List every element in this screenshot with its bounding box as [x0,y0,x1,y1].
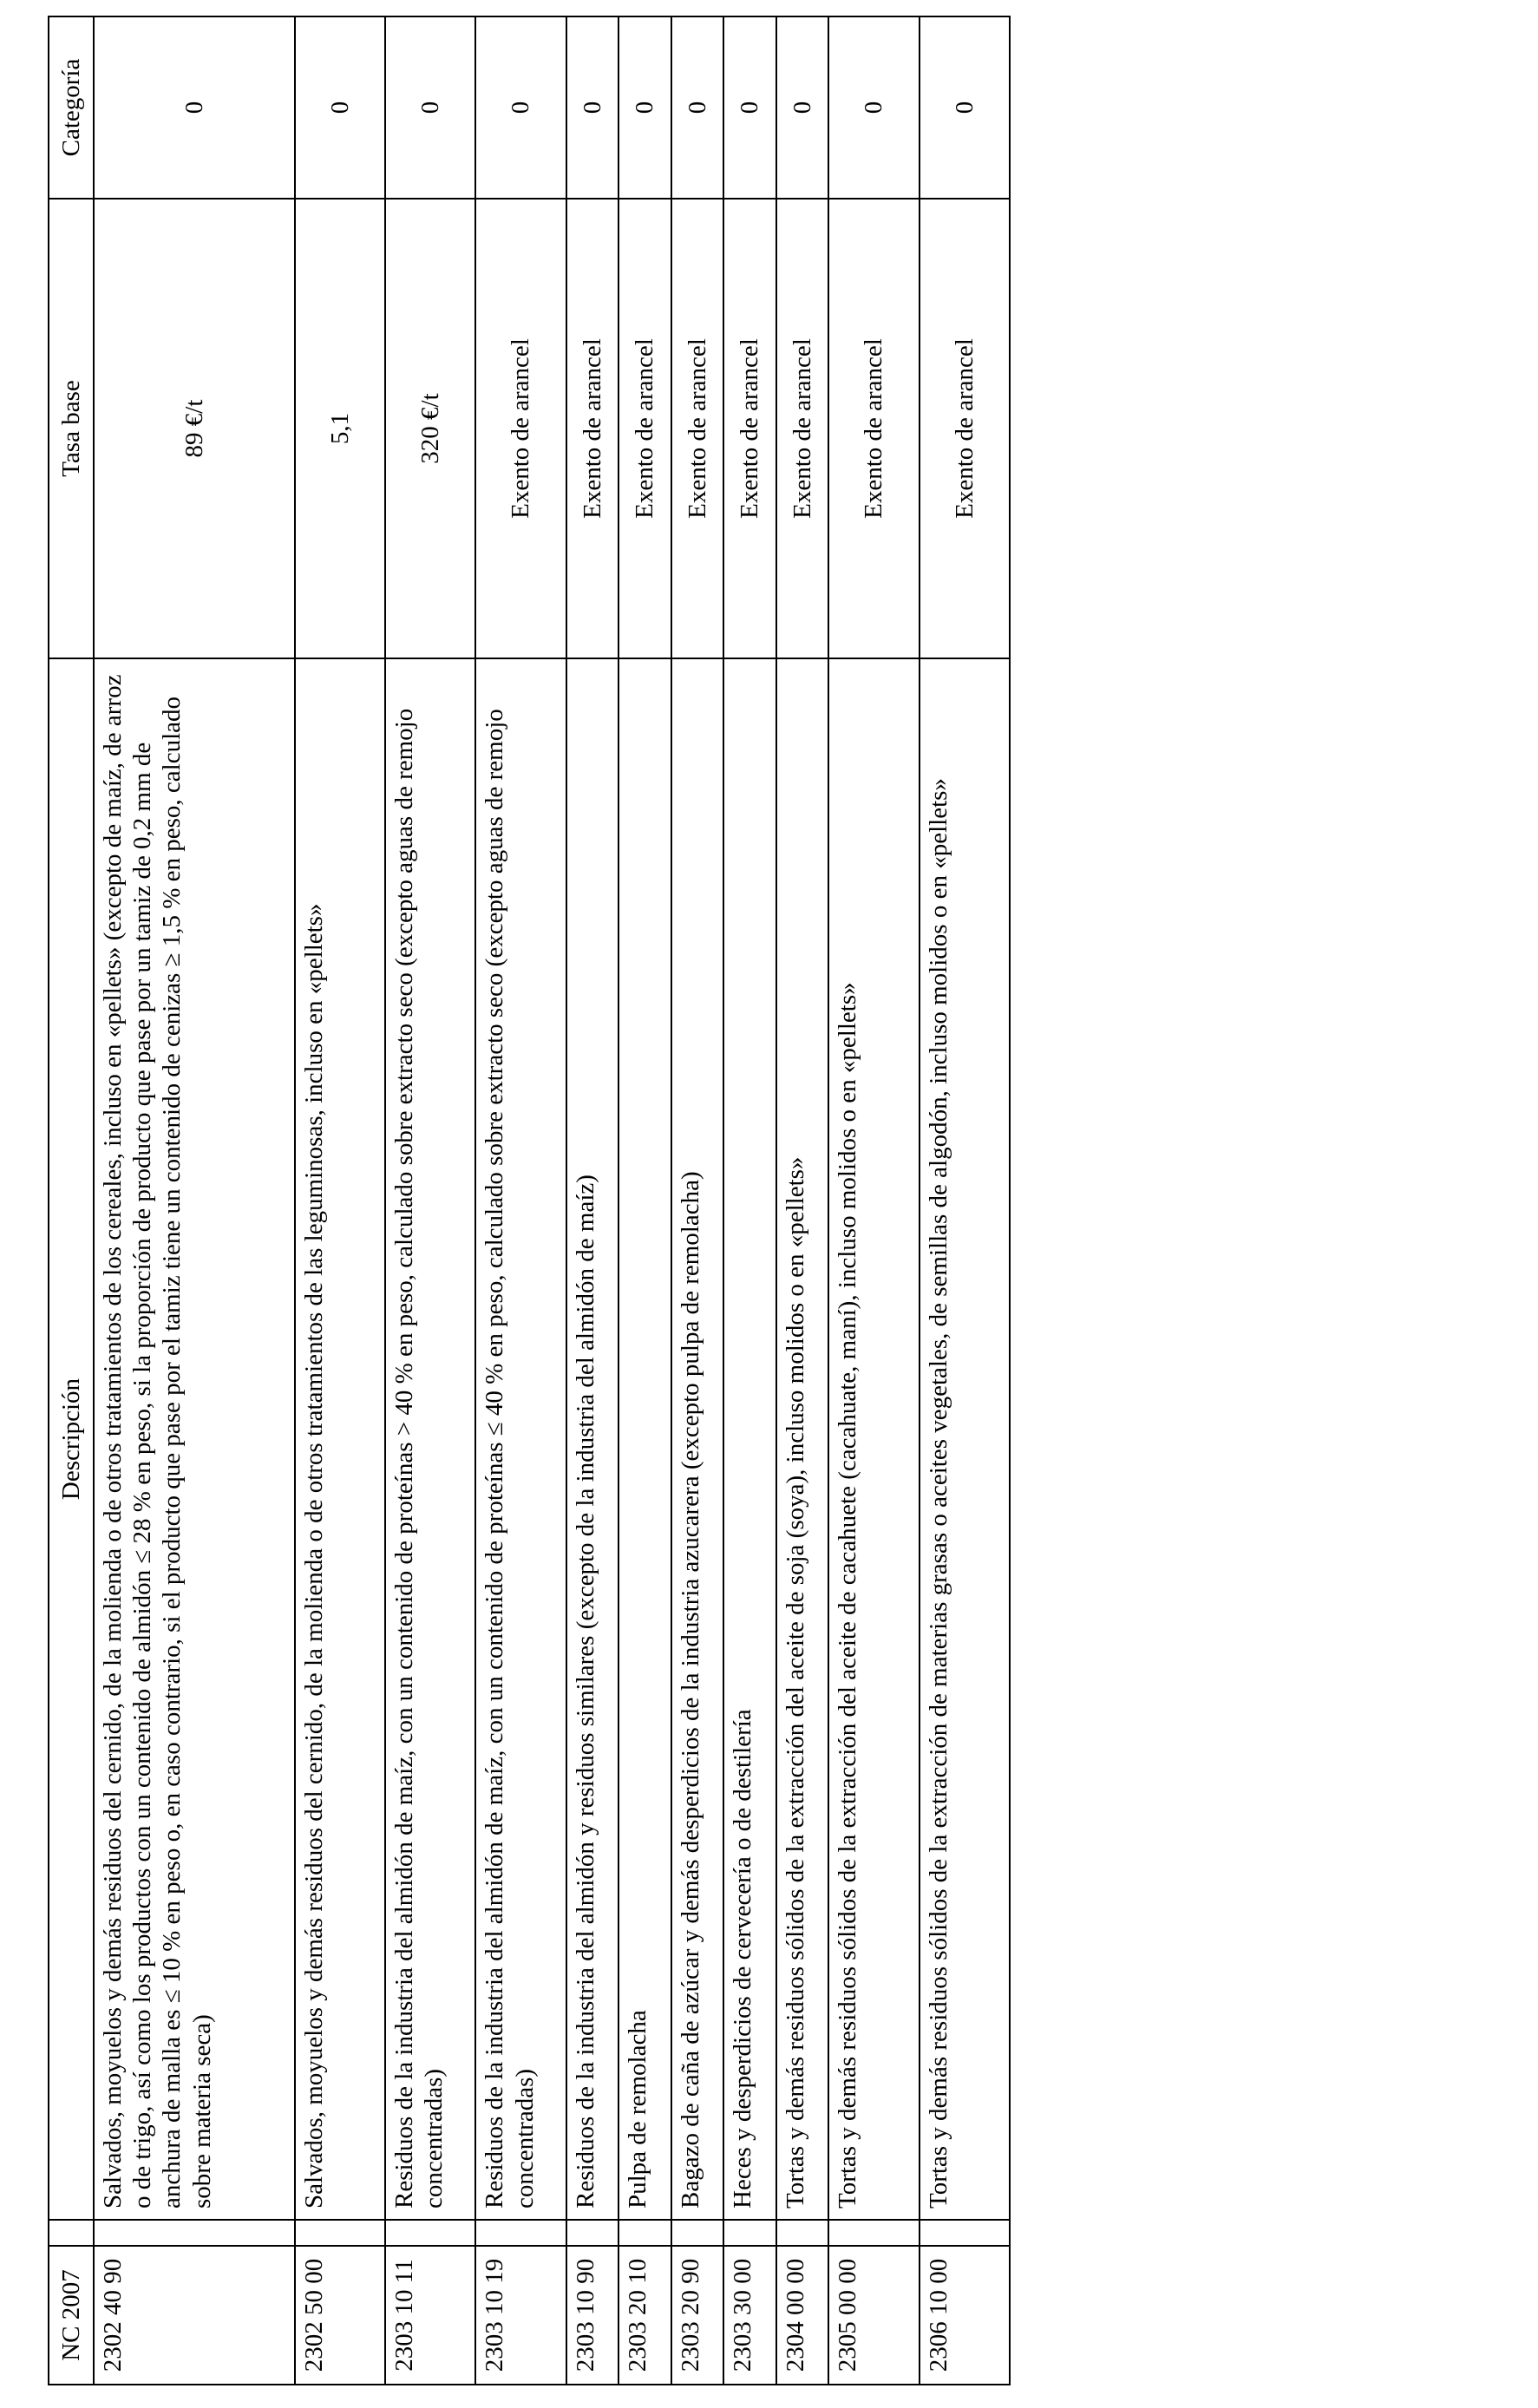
category: 0 [828,16,919,199]
nc-code: 2303 10 90 [566,2246,619,2385]
spacer-cell [776,2220,829,2246]
spacer-cell [94,2220,295,2246]
nc-code: 2303 20 90 [671,2246,724,2385]
base-rate: 5,1 [295,199,385,658]
category: 0 [566,16,619,199]
table-row [295,16,385,2385]
category: 0 [475,16,566,199]
description: Residuos de la industria del almidón de maíz, con un contenido de proteínas > 40 % en peso, calculado sobre extracto seco (excepto aguas de remojo concentradas) [385,658,475,2220]
header-nc-2007: NC 2007 [49,2246,94,2385]
spacer-cell [295,2220,385,2246]
nc-code: 2303 10 11 [385,2246,475,2385]
spacer-cell [920,2220,1010,2246]
description: Bagazo de caña de azúcar y demás desperdicios de la industria azucarera (excepto pulpa de remolacha) [671,658,724,2220]
category: 0 [671,16,724,199]
description: Tortas y demás residuos sólidos de la extracción del aceite de cacahuete (cacahuate, maní), incluso molidos o en «pellets» [828,658,919,2220]
spacer-cell [618,2220,671,2246]
base-rate: Exento de arancel [475,199,566,658]
description: Heces y desperdicios de cervecería o de destilería [723,658,776,2220]
table-row [776,16,829,2385]
tariff-table [48,16,1011,2385]
nc-code: 2305 00 00 [828,2246,919,2385]
nc-code: 2306 10 00 [920,2246,1010,2385]
nc-code: 2302 50 00 [295,2246,385,2385]
nc-code: 2302 40 90 [94,2246,295,2385]
base-rate: Exento de arancel [723,199,776,658]
spacer-cell [828,2220,919,2246]
table-row [475,16,566,2385]
category: 0 [723,16,776,199]
nc-code: 2303 10 19 [475,2246,566,2385]
base-rate: Exento de arancel [776,199,829,658]
spacer-cell [566,2220,619,2246]
description: Residuos de la industria del almidón de maíz, con un contenido de proteínas ≤ 40 % en peso, calculado sobre extracto seco (excepto aguas de remojo concentradas) [475,658,566,2220]
table-row [723,16,776,2385]
header-categoria: Categoría [49,16,94,199]
table-row [385,16,475,2385]
table-row [920,16,1010,2385]
base-rate: Exento de arancel [566,199,619,658]
description: Tortas y demás residuos sólidos de la extracción de materias grasas o aceites vegetales, de semillas de algodón, incluso molidos o en «pellets» [920,658,1010,2220]
base-rate: 320 €/t [385,199,475,658]
header-row [49,16,94,2385]
nc-code: 2303 20 10 [618,2246,671,2385]
description: Salvados, moyuelos y demás residuos del cernido, de la molienda o de otros tratamientos de los cereales, incluso en «pellets» (excepto de maíz, de arroz o de trigo, así como los productos con un contenido de almidón ≤ 28 % en peso, si la proporción de producto que pase por un tamiz de 0,2 mm de anchura de malla es ≤ 10 % en peso o, en caso contrario, si el producto que pase por el tamiz tiene un contenido de cenizas ≥ 1,5 % en peso, calculado sobre materia seca) [94,658,295,2220]
category: 0 [618,16,671,199]
description: Tortas y demás residuos sólidos de la extracción del aceite de soja (soya), incluso molidos o en «pellets» [776,658,829,2220]
nc-code: 2303 30 00 [723,2246,776,2385]
base-rate: 89 €/t [94,199,295,658]
nc-code: 2304 00 00 [776,2246,829,2385]
category: 0 [94,16,295,199]
category: 0 [920,16,1010,199]
spacer-cell [475,2220,566,2246]
category: 0 [776,16,829,199]
table-row [566,16,619,2385]
category: 0 [385,16,475,199]
spacer-cell [385,2220,475,2246]
category: 0 [295,16,385,199]
table-row [828,16,919,2385]
base-rate: Exento de arancel [828,199,919,658]
base-rate: Exento de arancel [671,199,724,658]
description: Residuos de la industria del almidón y residuos similares (excepto de la industria del almidón de maíz) [566,658,619,2220]
table-row [618,16,671,2385]
base-rate: Exento de arancel [920,199,1010,658]
base-rate: Exento de arancel [618,199,671,658]
table-row [671,16,724,2385]
rotated-page [48,17,1011,2385]
description: Pulpa de remolacha [618,658,671,2220]
spacer-cell [723,2220,776,2246]
header-descripcion: Descripción [49,658,94,2220]
header-spacer [49,2220,94,2246]
header-tasa-base: Tasa base [49,199,94,658]
spacer-cell [671,2220,724,2246]
description: Salvados, moyuelos y demás residuos del cernido, de la molienda o de otros tratamientos de las leguminosas, incluso en «pellets» [295,658,385,2220]
table-row [94,16,295,2385]
